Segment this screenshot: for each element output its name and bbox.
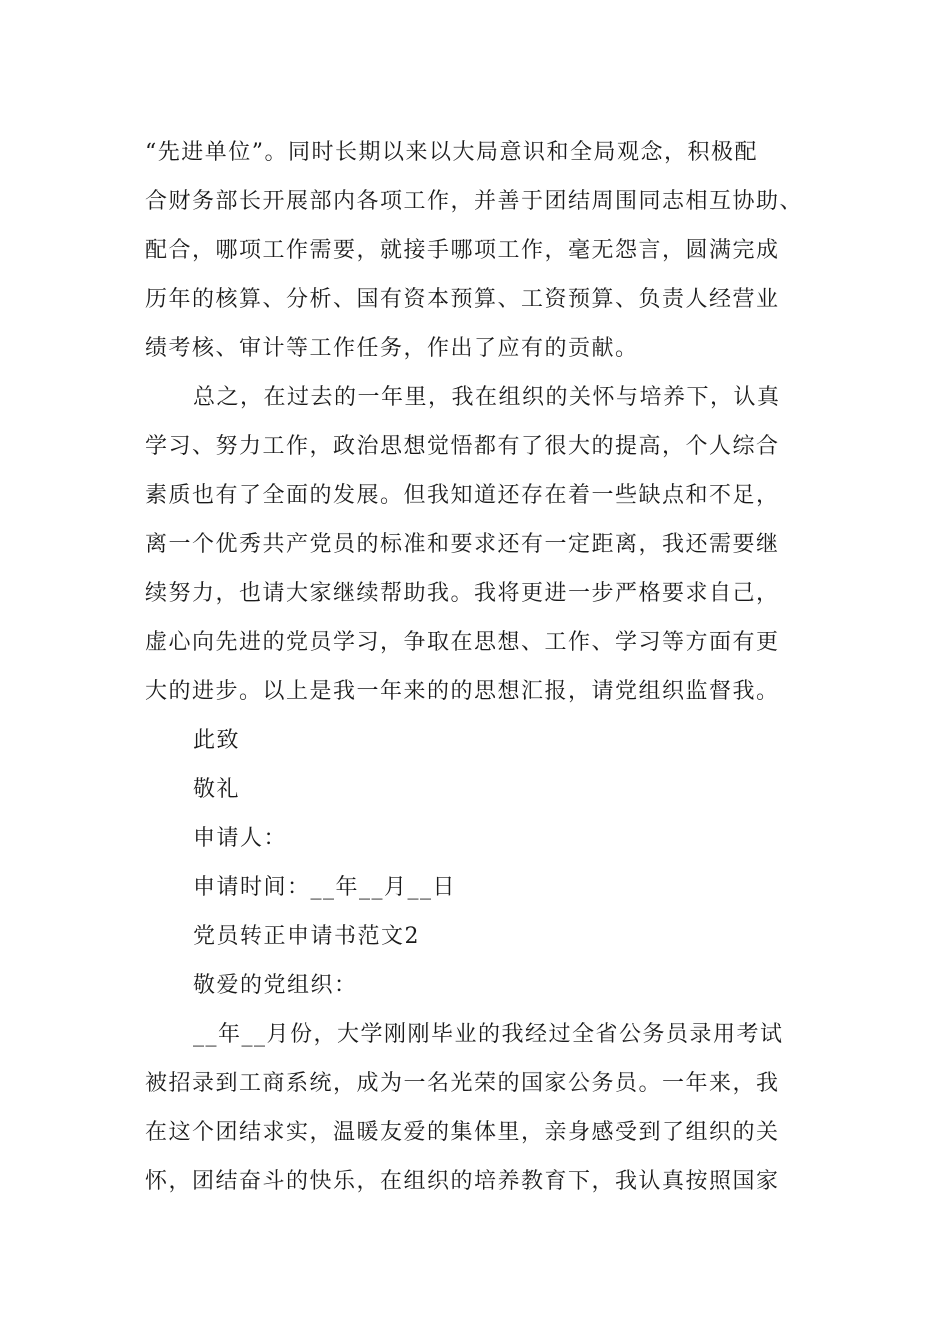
text-line: 大的进步。以上是我一年来的的思想汇报，请党组织监督我。 [145, 679, 780, 704]
application-date: 申请时间：__年__月__日 [193, 875, 457, 900]
text-line: 在这个团结求实，温暖友爱的集体里，亲身感受到了组织的关 [145, 1120, 780, 1145]
closing-regards: 敬礼 [193, 777, 241, 802]
text-line: 续努力，也请大家继续帮助我。我将更进一步严格要求自己， [145, 581, 780, 606]
text-line: 绩考核、审计等工作任务，作出了应有的贡献。 [145, 336, 639, 361]
text-line: 合财务部长开展部内各项工作，并善于团结周围同志相互协助、 [145, 189, 804, 214]
text-line: __年__月份，大学刚刚毕业的我经过全省公务员录用考试 [193, 1022, 784, 1047]
text-line: 总之，在过去的一年里，我在组织的关怀与培养下，认真 [193, 385, 781, 410]
closing-salutation: 此致 [193, 728, 241, 753]
text-line: 离一个优秀共产党员的标准和要求还有一定距离，我还需要继 [145, 532, 780, 557]
applicant-label: 申请人： [193, 826, 288, 851]
text-line: 怀，团结奋斗的快乐，在组织的培养教育下，我认真按照国家 [145, 1169, 780, 1194]
text-line: 虚心向先进的党员学习，争取在思想、工作、学习等方面有更 [145, 630, 780, 655]
text-line: 历年的核算、分析、国有资本预算、工资预算、负责人经营业 [145, 287, 780, 312]
text-line: 素质也有了全面的发展。但我知道还存在着一些缺点和不足， [145, 483, 780, 508]
document-page [145, 128, 810, 1206]
section-title: 党员转正申请书范文2 [193, 924, 420, 949]
text-line: “先进单位”。同时长期以来以大局意识和全局观念，积极配 [145, 140, 758, 165]
text-line: 配合，哪项工作需要，就接手哪项工作，毫无怨言，圆满完成 [145, 238, 780, 263]
text-line: 被招录到工商系统，成为一名光荣的国家公务员。一年来，我 [145, 1071, 780, 1096]
greeting: 敬爱的党组织： [193, 973, 358, 998]
text-line: 学习、努力工作，政治思想觉悟都有了很大的提高，个人综合 [145, 434, 780, 459]
